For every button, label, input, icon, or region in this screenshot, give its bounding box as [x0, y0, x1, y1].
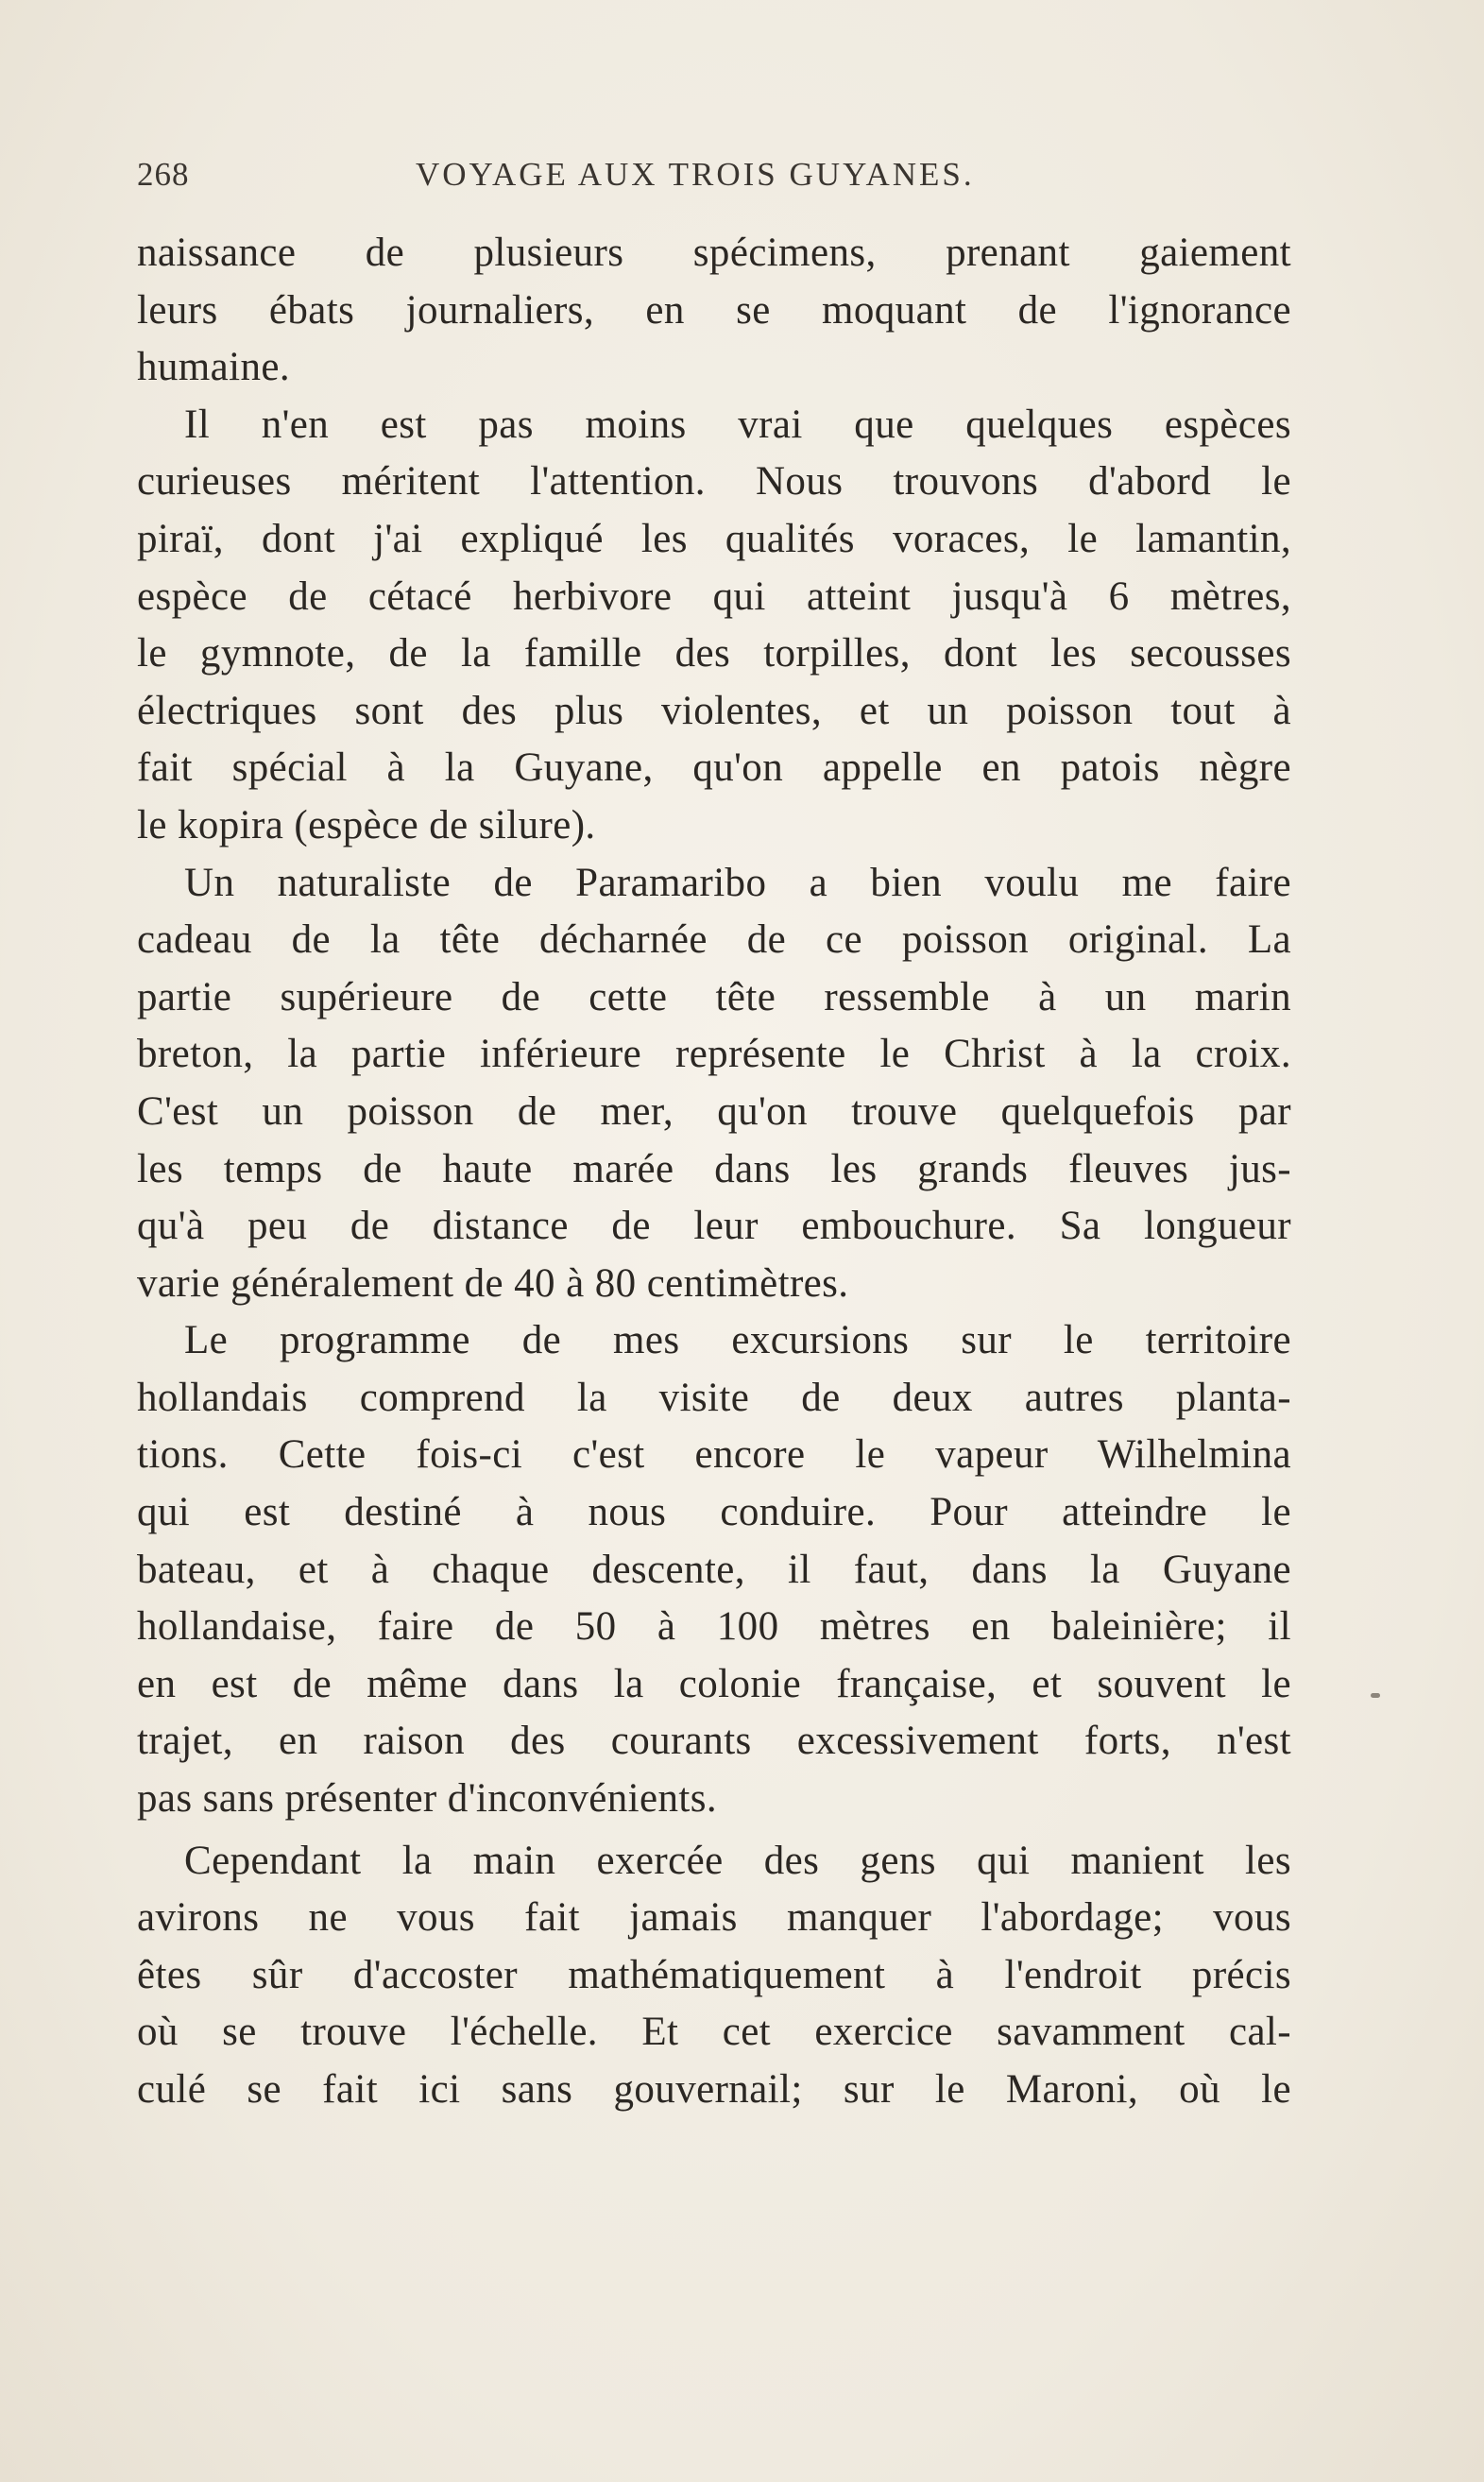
- text-line: êtes sûr d'accoster mathématiquement à l'endroit précis: [137, 1952, 1291, 1997]
- text-line: naissance de plusieurs spécimens, prenant gaiement: [137, 231, 1291, 275]
- text-line: les temps de haute marée dans les grands fleuves jus-: [137, 1146, 1291, 1191]
- text-line: Un naturaliste de Paramaribo a bien voulu me faire: [184, 860, 1291, 905]
- text-line: le kopira (espèce de silure).: [137, 802, 596, 847]
- text-line: cadeau de la tête décharnée de ce poisson original. La: [137, 917, 1291, 963]
- text-line: varie généralement de 40 à 80 centimètres.: [137, 1260, 849, 1306]
- text-line: électriques sont des plus violentes, et un poisson tout à: [137, 688, 1291, 733]
- text-line: bateau, et à chaque descente, il faut, dans la Guyane: [137, 1547, 1291, 1592]
- text-line: qui est destiné à nous conduire. Pour atteindre le: [137, 1490, 1291, 1535]
- text-line: partie supérieure de cette tête ressemble à un marin: [137, 974, 1291, 1019]
- text-line: humaine.: [137, 345, 291, 390]
- text-line: Cependant la main exercée des gens qui manient les: [184, 1838, 1291, 1883]
- text-line: Le programme de mes excursions sur le territoire: [184, 1318, 1291, 1363]
- text-line: qu'à peu de distance de leur embouchure. Sa longueur: [137, 1204, 1291, 1249]
- ink-speck: [1371, 1693, 1380, 1698]
- text-line: culé se fait ici sans gouvernail; sur le Maroni, où le: [137, 2067, 1291, 2112]
- page-number: 268: [137, 156, 190, 193]
- text-line: leurs ébats journaliers, en se moquant de l'ignorance: [137, 287, 1291, 333]
- text-line: piraï, dont j'ai expliqué les qualités voraces, le lamantin,: [137, 516, 1291, 561]
- text-line: trajet, en raison des courants excessivement forts, n'est: [137, 1719, 1291, 1764]
- text-line: hollandais comprend la visite de deux autres planta-: [137, 1375, 1291, 1420]
- text-line: en est de même dans la colonie française, et souvent le: [137, 1661, 1291, 1706]
- running-title: VOYAGE AUX TROIS GUYANES.: [416, 156, 975, 193]
- body-text: [137, 225, 1291, 2119]
- text-line: curieuses méritent l'attention. Nous trouvons d'abord le: [137, 459, 1291, 505]
- text-line: le gymnote, de la famille des torpilles, dont les secousses: [137, 631, 1291, 676]
- text-line: pas sans présenter d'inconvénients.: [137, 1776, 718, 1822]
- text-line: fait spécial à la Guyane, qu'on appelle en patois nègre: [137, 745, 1291, 791]
- text-line: hollandaise, faire de 50 à 100 mètres en baleinière; il: [137, 1604, 1291, 1650]
- text-line: espèce de cétacé herbivore qui atteint jusqu'à 6 mètres,: [137, 573, 1291, 619]
- text-line: avirons ne vous fait jamais manquer l'abordage; vous: [137, 1895, 1291, 1941]
- text-line: tions. Cette fois-ci c'est encore le vapeur Wilhelmina: [137, 1432, 1291, 1478]
- page-header: [137, 156, 1304, 213]
- text-line: Il n'en est pas moins vrai que quelques espèces: [184, 402, 1291, 447]
- text-line: breton, la partie inférieure représente le Christ à la croix.: [137, 1032, 1291, 1077]
- text-line: C'est un poisson de mer, qu'on trouve quelquefois par: [137, 1088, 1291, 1134]
- text-line: où se trouve l'échelle. Et cet exercice savamment cal-: [137, 2010, 1291, 2055]
